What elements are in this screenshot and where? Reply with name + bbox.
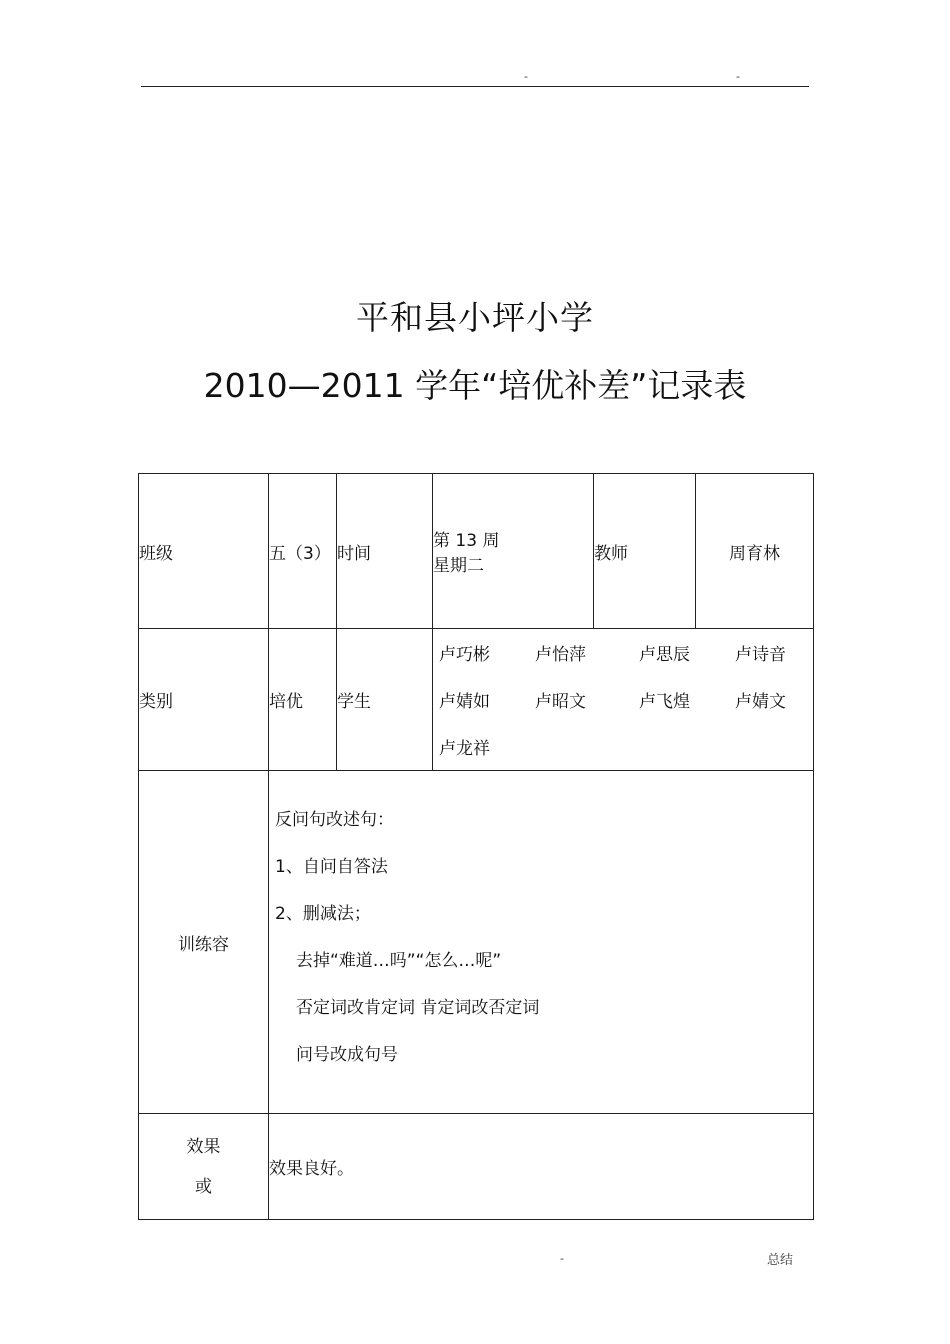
effect-label-bottom: 或 bbox=[195, 1176, 212, 1197]
students-list bbox=[433, 629, 814, 771]
header-dash-right: - bbox=[736, 70, 740, 83]
student-name: 卢飞煌 bbox=[639, 692, 690, 712]
category-value: 培优 bbox=[269, 629, 337, 771]
student-name: 卢思辰 bbox=[639, 645, 690, 665]
time-day: 星期二 bbox=[433, 556, 484, 576]
record-table-title: 2010—2011 学年“培优补差”记录表 bbox=[203, 366, 747, 405]
header-rule bbox=[141, 86, 809, 87]
content-line: 1、自问自答法 bbox=[275, 857, 388, 877]
training-content bbox=[269, 771, 814, 1114]
category-label: 类别 bbox=[139, 629, 269, 771]
time-label: 时间 bbox=[337, 474, 433, 629]
header-dash-left: - bbox=[524, 70, 528, 83]
training-label: 训练容 bbox=[139, 771, 269, 1114]
row-students bbox=[139, 629, 814, 771]
content-line: 去掉“难道…吗”“怎么…呢” bbox=[296, 951, 502, 971]
students-label: 学生 bbox=[337, 629, 433, 771]
record-table bbox=[138, 473, 814, 1220]
content-line: 2、删减法； bbox=[275, 904, 371, 924]
footer-text: 总结 bbox=[767, 1253, 794, 1268]
row-class-info bbox=[139, 474, 814, 629]
content-line: 问号改成句号 bbox=[296, 1045, 398, 1065]
student-name: 卢昭文 bbox=[535, 692, 586, 712]
class-value: 五（3） bbox=[269, 474, 337, 629]
effect-label-top: 效果 bbox=[186, 1136, 221, 1157]
class-label: 班级 bbox=[139, 474, 269, 629]
school-title: 平和县小坪小学 bbox=[356, 298, 594, 337]
teacher-value: 周育林 bbox=[696, 474, 814, 629]
student-name: 卢巧彬 bbox=[439, 645, 490, 665]
content-line: 否定词改肯定词 肯定词改否定词 bbox=[296, 998, 540, 1018]
row-training-content bbox=[139, 771, 814, 1114]
student-name: 卢龙祥 bbox=[439, 739, 490, 759]
content-line: 反问句改述句： bbox=[275, 810, 394, 830]
student-name: 卢婧如 bbox=[439, 692, 490, 712]
effect-value: 效果良好。 bbox=[269, 1114, 814, 1220]
teacher-label: 教师 bbox=[594, 474, 696, 629]
row-effect bbox=[139, 1114, 814, 1220]
student-name: 卢诗音 bbox=[735, 645, 786, 665]
student-name: 卢婧文 bbox=[735, 692, 786, 712]
footer-dash: - bbox=[560, 1252, 564, 1265]
student-name: 卢怡萍 bbox=[535, 645, 586, 665]
effect-label bbox=[139, 1114, 269, 1220]
time-week: 第 13 周 bbox=[433, 531, 500, 551]
time-value bbox=[433, 474, 594, 629]
